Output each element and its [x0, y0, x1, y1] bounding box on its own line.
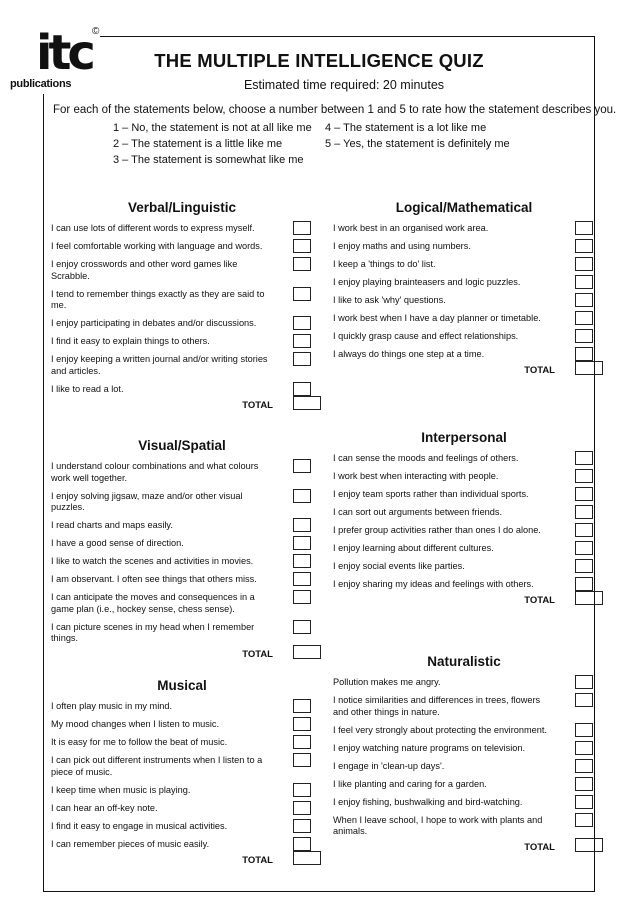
statement-text: I can use lots of different words to express myself.: [51, 223, 255, 233]
statement-text: I enjoy sharing my ideas and feelings with others.: [333, 579, 534, 589]
statement-text: Pollution makes me angry.: [333, 677, 441, 687]
section-verbal-linguistic: [51, 200, 313, 414]
statement-row: [333, 695, 595, 718]
statement-row: [51, 223, 313, 235]
total-label: TOTAL: [524, 595, 555, 606]
statement-text: I can picture scenes in my head when I remember things.: [51, 621, 255, 643]
rating-box[interactable]: [575, 559, 593, 573]
rating-box[interactable]: [575, 469, 593, 483]
statement-row: [333, 507, 595, 519]
statement-row: [51, 556, 313, 568]
section-musical: [51, 678, 313, 869]
statement-row: [51, 821, 313, 833]
statement-row: [333, 815, 595, 838]
statement-text: I enjoy keeping a written journal and/or writing stories and articles.: [51, 354, 268, 376]
logo-text: itc: [36, 25, 92, 81]
statement-text: I always do things one step at a time.: [333, 349, 485, 359]
rating-box[interactable]: [293, 518, 311, 532]
rating-box[interactable]: [293, 316, 311, 330]
rating-box[interactable]: [293, 287, 311, 301]
statement-row: [333, 543, 595, 555]
rating-box[interactable]: [575, 523, 593, 537]
statement-row: [333, 743, 595, 755]
statement-row: [51, 719, 313, 731]
rating-box[interactable]: [575, 311, 593, 325]
statement-text: I enjoy learning about different cultures.: [333, 543, 494, 553]
statement-row: [333, 331, 595, 343]
statement-row: [51, 241, 313, 253]
rating-box[interactable]: [293, 554, 311, 568]
scale-item-2: 2 – The statement is a little like me: [113, 138, 283, 150]
rating-box[interactable]: [293, 837, 311, 851]
statement-row: [51, 737, 313, 749]
rating-box[interactable]: [575, 329, 593, 343]
statement-row: [51, 520, 313, 532]
statement-text: I have a good sense of direction.: [51, 538, 184, 548]
section-visual-spatial: [51, 438, 313, 663]
statement-row: [333, 453, 595, 465]
estimated-time: Estimated time required: 20 minutes: [243, 78, 445, 92]
statement-row: [333, 277, 595, 289]
total-label: TOTAL: [242, 854, 273, 866]
statement-text: My mood changes when I listen to music.: [51, 719, 220, 729]
total-box[interactable]: [293, 645, 321, 659]
rating-box[interactable]: [575, 693, 593, 707]
rating-scale-right: [325, 120, 510, 152]
section-logical-mathematical: [333, 200, 595, 379]
statement-text: When I leave school, I hope to work with plants and animals.: [333, 814, 543, 836]
rating-box[interactable]: [575, 675, 593, 689]
statement-row: [51, 803, 313, 815]
statement-text: I tend to remember things exactly as they are said to me.: [51, 288, 265, 310]
rating-box[interactable]: [293, 382, 311, 396]
statement-text: I read charts and maps easily.: [51, 520, 173, 530]
instructions: For each of the statements below, choose a number between 1 and 5 to rate how the statement describes you.: [53, 104, 617, 116]
section-interpersonal: [333, 430, 595, 609]
statement-text: I enjoy team sports rather than individual sports.: [333, 489, 529, 499]
rating-box[interactable]: [293, 334, 311, 348]
statement-text: I like planting and caring for a garden.: [333, 778, 487, 789]
total-box[interactable]: [293, 851, 321, 865]
statement-text: I feel comfortable working with language and words.: [51, 241, 263, 251]
rating-box[interactable]: [575, 777, 593, 791]
rating-box[interactable]: [293, 735, 311, 749]
statement-text: I enjoy crosswords and other word games like Scrabble.: [51, 259, 238, 281]
rating-box[interactable]: [293, 717, 311, 731]
statement-text: I keep time when music is playing.: [51, 784, 191, 795]
rating-box[interactable]: [293, 801, 311, 815]
statement-row: [51, 336, 313, 348]
statement-row: [333, 241, 595, 253]
statement-row: [333, 779, 595, 791]
statement-row: [333, 223, 595, 235]
rating-box[interactable]: [293, 221, 311, 235]
statement-text: I enjoy playing brainteasers and logic puzzles.: [333, 277, 521, 287]
rating-box[interactable]: [575, 723, 593, 737]
statement-text: I enjoy participating in debates and/or discussions.: [51, 318, 257, 328]
copyright-icon: ©: [92, 26, 100, 37]
scale-item-5: 5 – Yes, the statement is definitely me: [325, 138, 510, 150]
statement-row: [333, 313, 595, 325]
rating-box[interactable]: [293, 536, 311, 550]
rating-box[interactable]: [293, 699, 311, 713]
logo-tagline: publications: [10, 78, 72, 90]
statement-text: I keep a 'things to do' list.: [333, 259, 436, 269]
rating-box[interactable]: [575, 577, 593, 591]
statement-text: I can hear an off-key note.: [51, 802, 158, 813]
section-title: Logical/Mathematical: [395, 200, 533, 215]
total-box[interactable]: [575, 591, 603, 605]
total-row: [51, 400, 313, 414]
total-row: [333, 842, 595, 856]
statement-text: I can anticipate the moves and consequences in a game plan (i.e., hockey sense, chess sense).: [51, 592, 255, 614]
statement-text: I enjoy maths and using numbers.: [333, 241, 471, 251]
statement-row: [333, 761, 595, 773]
rating-box[interactable]: [575, 239, 593, 253]
rating-box[interactable]: [293, 620, 311, 634]
statement-text: I can pick out different instruments when I listen to a piece of music.: [51, 755, 263, 777]
statement-row: [51, 354, 313, 377]
statement-text: I work best when I have a day planner or timetable.: [333, 313, 541, 323]
statement-row: [333, 525, 595, 537]
scale-item-1: 1 – No, the statement is not at all like me: [113, 122, 312, 134]
statement-row: [51, 318, 313, 330]
statement-row: [51, 785, 313, 797]
rating-box[interactable]: [575, 347, 593, 361]
statement-text: I feel very strongly about protecting the environment.: [333, 724, 547, 735]
statement-row: [333, 349, 595, 361]
statement-text: I find it easy to explain things to others.: [51, 336, 210, 346]
rating-box[interactable]: [575, 541, 593, 555]
rating-box[interactable]: [575, 451, 593, 465]
rating-box[interactable]: [575, 487, 593, 501]
rating-box[interactable]: [575, 275, 593, 289]
rating-box[interactable]: [293, 572, 311, 586]
statement-text: I quickly grasp cause and effect relationships.: [333, 331, 519, 341]
statement-row: [51, 461, 313, 484]
statement-row: [51, 259, 313, 282]
total-row: [51, 855, 313, 869]
statement-row: [333, 561, 595, 573]
rating-box[interactable]: [575, 257, 593, 271]
statement-text: I understand colour combinations and what colours work well together.: [51, 461, 259, 483]
statement-text: I like to watch the scenes and activities in movies.: [51, 556, 254, 566]
statement-text: I enjoy solving jigsaw, maze and/or other visual puzzles.: [51, 490, 243, 512]
statement-row: [51, 701, 313, 713]
rating-box[interactable]: [575, 505, 593, 519]
statement-row: [333, 259, 595, 271]
rating-box[interactable]: [575, 221, 593, 235]
statement-row: [51, 574, 313, 586]
statement-text: I notice similarities and differences in trees, flowers and other things in nature.: [333, 695, 541, 717]
statement-row: [51, 622, 313, 645]
scale-item-4: 4 – The statement is a lot like me: [325, 122, 487, 134]
total-box[interactable]: [293, 396, 321, 410]
statement-row: [333, 579, 595, 591]
statement-row: [51, 839, 313, 851]
section-title: Naturalistic: [427, 654, 501, 669]
statement-row: [333, 797, 595, 809]
total-box[interactable]: [575, 361, 603, 375]
total-label: TOTAL: [242, 649, 273, 660]
rating-box[interactable]: [293, 459, 311, 473]
section-title: Visual/Spatial: [138, 438, 226, 453]
rating-box[interactable]: [575, 741, 593, 755]
statement-text: I enjoy fishing, bushwalking and bird-watching.: [333, 796, 523, 807]
statement-text: I like to ask 'why' questions.: [333, 295, 446, 305]
rating-box[interactable]: [575, 759, 593, 773]
statement-row: [333, 471, 595, 483]
rating-box[interactable]: [293, 819, 311, 833]
total-box[interactable]: [575, 838, 603, 852]
rating-box[interactable]: [293, 352, 311, 366]
statement-text: I often play music in my mind.: [51, 701, 173, 711]
statement-row: [333, 725, 595, 737]
statement-text: I like to read a lot.: [51, 383, 124, 394]
statement-row: [333, 677, 595, 689]
statement-text: I enjoy watching nature programs on television.: [333, 742, 526, 753]
total-label: TOTAL: [242, 399, 273, 411]
rating-box[interactable]: [575, 813, 593, 827]
statement-text: I can sort out arguments between friends.: [333, 507, 503, 517]
scale-item-3: 3 – The statement is somewhat like me: [113, 154, 304, 166]
statement-text: I can sense the moods and feelings of others.: [333, 453, 519, 463]
rating-box[interactable]: [293, 257, 311, 271]
rating-box[interactable]: [293, 239, 311, 253]
total-label: TOTAL: [524, 842, 555, 853]
section-naturalistic: [333, 654, 595, 856]
statement-text: I work best when interacting with people.: [333, 471, 499, 481]
statement-text: It is easy for me to follow the beat of music.: [51, 737, 228, 747]
rating-box[interactable]: [575, 293, 593, 307]
rating-box[interactable]: [293, 489, 311, 503]
rating-box[interactable]: [293, 753, 311, 767]
statement-row: [333, 295, 595, 307]
section-title: Interpersonal: [421, 430, 507, 445]
page-title: THE MULTIPLE INTELLIGENCE QUIZ: [154, 50, 484, 71]
statement-text: I engage in 'clean-up days'.: [333, 760, 445, 771]
statement-row: [51, 592, 313, 615]
statement-text: I am observant. I often see things that others miss.: [51, 574, 257, 584]
rating-box[interactable]: [575, 795, 593, 809]
statement-text: I work best in an organised work area.: [333, 223, 489, 233]
total-row: [51, 649, 313, 663]
section-title: Verbal/Linguistic: [127, 200, 237, 215]
rating-box[interactable]: [293, 590, 311, 604]
statement-row: [51, 384, 313, 396]
section-title: Musical: [157, 678, 207, 693]
total-row: [333, 595, 595, 609]
total-label: TOTAL: [524, 365, 555, 376]
statement-row: [51, 289, 313, 312]
statement-row: [333, 489, 595, 501]
statement-text: I prefer group activities rather than ones I do alone.: [333, 525, 541, 535]
statement-row: [51, 755, 313, 778]
rating-scale-left: [113, 120, 312, 168]
statement-text: I enjoy social events like parties.: [333, 561, 465, 571]
rating-box[interactable]: [293, 783, 311, 797]
statement-row: [51, 538, 313, 550]
statement-text: I find it easy to engage in musical activities.: [51, 820, 228, 831]
statement-row: [51, 491, 313, 514]
statement-text: I can remember pieces of music easily.: [51, 838, 210, 849]
total-row: [333, 365, 595, 379]
